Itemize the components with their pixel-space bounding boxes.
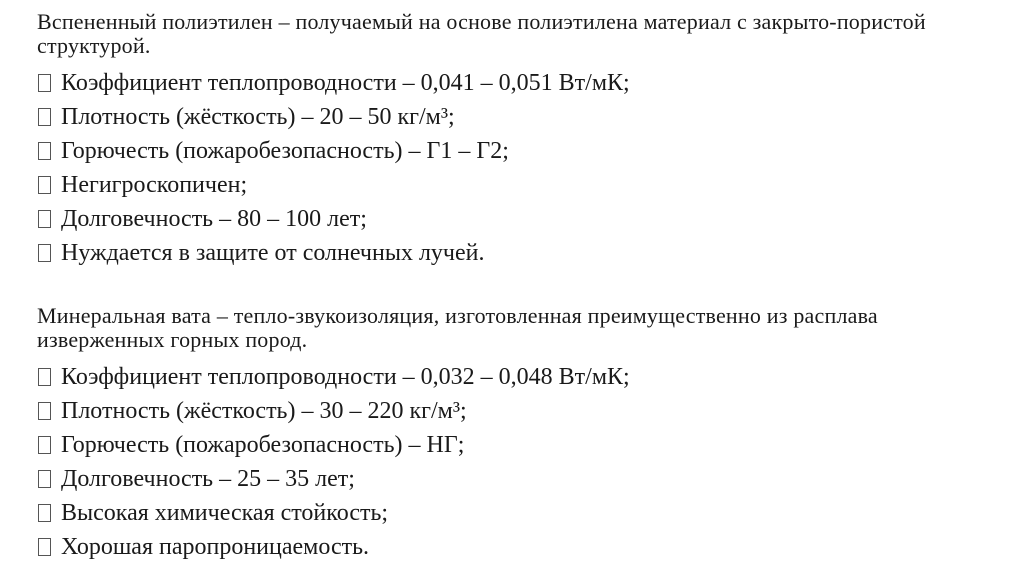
list-item: [37, 236, 997, 270]
list-item-text: Горючесть (пожаробезопасность) – Г1 – Г2;: [61, 138, 509, 164]
list-item-text: Хорошая паропроницаемость.: [61, 534, 370, 560]
empty-box-glyph-icon: [38, 470, 51, 488]
section-mineral-wool: [37, 304, 997, 564]
list-item-text: Коэффициент теплопроводности – 0,032 – 0,048 Вт/мК;: [61, 364, 630, 390]
list-item-text: Плотность (жёсткость) – 30 – 220 кг/м³;: [61, 398, 467, 424]
list-item-text: Долговечность – 25 – 35 лет;: [61, 466, 355, 492]
list-item-text: Нуждается в защите от солнечных лучей.: [61, 240, 485, 266]
empty-box-glyph-icon: [38, 436, 51, 454]
empty-box-glyph-icon: [38, 244, 51, 262]
list-item: [37, 462, 997, 496]
list-item: [37, 202, 997, 236]
list-item: [37, 530, 997, 564]
empty-box-glyph-icon: [38, 108, 51, 126]
empty-box-glyph-icon: [38, 402, 51, 420]
list-item: [37, 100, 997, 134]
list-item-text: Негигроскопичен;: [61, 172, 248, 198]
list-item-text: Плотность (жёсткость) – 20 – 50 кг/м³;: [61, 104, 455, 130]
list-item: [37, 134, 997, 168]
list-item: [37, 360, 997, 394]
list-item: [37, 496, 997, 530]
empty-box-glyph-icon: [38, 538, 51, 556]
list-item-text: Долговечность – 80 – 100 лет;: [61, 206, 367, 232]
empty-box-glyph-icon: [38, 504, 51, 522]
empty-box-glyph-icon: [38, 74, 51, 92]
list-item: [37, 394, 997, 428]
slide-content: [37, 10, 997, 564]
list-item-text: Горючесть (пожаробезопасность) – НГ;: [61, 432, 465, 458]
empty-box-glyph-icon: [38, 368, 51, 386]
list-item-text: Коэффициент теплопроводности – 0,041 – 0,051 Вт/мК;: [61, 70, 630, 96]
section-intro: Вспененный полиэтилен – получаемый на основе полиэтилена материал с закрыто-пористой структурой.: [37, 9, 926, 58]
section-polyethylene: [37, 10, 997, 270]
empty-box-glyph-icon: [38, 142, 51, 160]
empty-box-glyph-icon: [38, 210, 51, 228]
property-list: [37, 66, 997, 270]
list-item: [37, 428, 997, 462]
property-list: [37, 360, 997, 564]
list-item-text: Высокая химическая стойкость;: [61, 500, 389, 526]
list-item: [37, 168, 997, 202]
empty-box-glyph-icon: [38, 176, 51, 194]
section-intro: Минеральная вата – тепло-звукоизоляция, изготовленная преимущественно из расплава изверженных горных пород.: [37, 303, 878, 352]
list-item: [37, 66, 997, 100]
